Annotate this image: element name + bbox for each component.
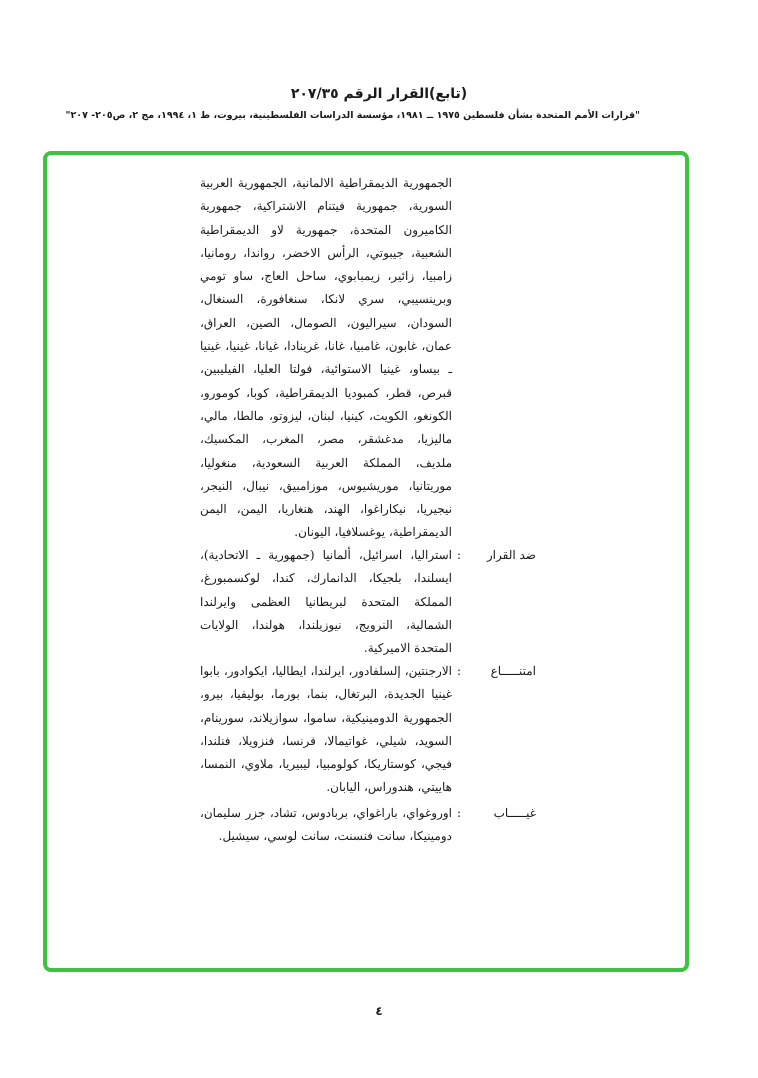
abstain-countries: الارجنتين، إلسلفادور، ايرلندا، ايطاليا، ايكوادور، بابوا غينيا الجديدة، البرتغال، بنما، بورما، بوليفيا، بيرو، الجمهورية الدومينيكية، ساموا، سوازيلاند، سورينام، السويد، شيلي، غواتيمالا، فرنسا، فنزويلا، فنلندا، فيجي، كوستاريكا، كولومبيا، ليبيريا، ملاوي، النمسا، هاييتي، هندوراس، اليابان. [200, 664, 452, 795]
page-number: ٤ [375, 1004, 383, 1018]
source-citation: "قرارات الأمم المتحدة بشأن فلسطين ١٩٧٥ ــ ١٩٨١، مؤسسة الدراسات الفلسطينية، بيروت، ط ١، ١٩٩٤، مج ٢، ص٢٠٥- ٢٠٧" [65, 110, 640, 121]
abstain-section [200, 660, 536, 800]
against-countries: استراليا، اسرائيل، ألمانيا (جمهورية ـ الاتحادية)، ايسلندا، بلجيكا، الدانمارك، كندا، لوكسمبورغ، المملكة المتحدة لبريطانيا العظمى وايرلندا الشمالية، النرويج، نيوزيلندا، هولندا، الولايات المتحدة الاميركية. [200, 548, 452, 656]
against-label: ضد القرار [486, 548, 536, 562]
in-favour-countries: الجمهورية الديمقراطية الالمانية، الجمهورية العربية السورية، جمهورية فيتنام الاشتراكية، جمهورية الكاميرون المتحدة، جمهورية لاو الديمقراطية الشعبية، جيبوتي، الرأس الاخضر، رواندا، رومانيا، زامبيا، زائير، زيمبابوي، ساحل العاج، ساو تومي وبرينسيبي، سري لانكا، سنغافورة، السنغال، السودان، سيراليون، الصومال، الصين، العراق، عمان، غابون، غامبيا، غانا، غرينادا، غيانا، غينيا، غينيا ـ بيساو، غينيا الاستوائية، فولتا العليا، الفيليبين، قبرص، قطر، كمبوديا الديمقراطية، كوبا، كومورو، الكونغو، الكويت، كينيا، لبنان، ليزوتو، مالطا، مالي، ماليزيا، مدغشقر، مصر، المغرب، المكسيك، ملديف، المملكة العربية السعودية، منغوليا، موريتانيا، موريشيوس، موزامبيق، نيبال، النيجر، نيجيريا، نيكاراغوا، الهند، هنغاريا، اليمن، اليمن الديمقراطية، يوغسلافيا، اليونان. [200, 176, 452, 540]
vote-continuation [200, 172, 536, 545]
absent-label: غيـــــاب [493, 806, 536, 820]
abstain-label: امتنـــــاع [490, 664, 536, 678]
absent-countries: اوروغواي، باراغواي، بربادوس، تشاد، جزر سليمان، دومينيكا، سانت فنسنت، سانت لوسي، سيشيل. [200, 806, 452, 844]
spacer-label [466, 172, 536, 545]
absent-colon: : [456, 806, 462, 820]
page-title: (تابع)القرار الرقم ٢٠٧/٣٥ [290, 86, 468, 102]
against-colon: : [456, 548, 462, 562]
against-section [200, 544, 536, 660]
spacer-colon [452, 172, 466, 545]
abstain-colon: : [456, 664, 462, 678]
absent-section [200, 802, 536, 849]
